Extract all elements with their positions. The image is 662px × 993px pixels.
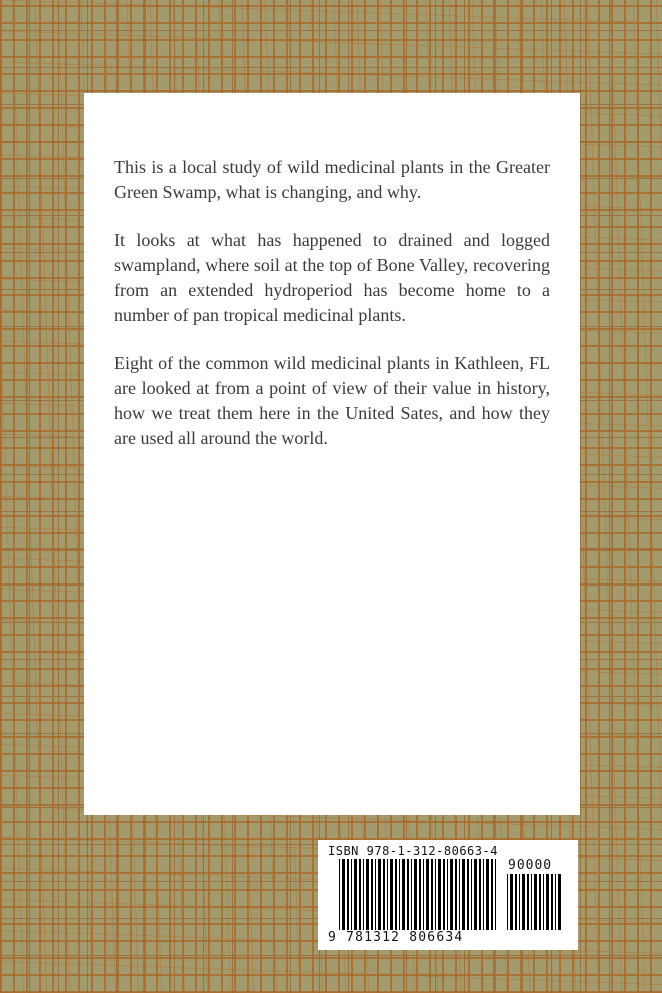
barcode-bar [342, 859, 345, 930]
barcode-bar [375, 859, 376, 930]
barcode-bar [347, 859, 349, 930]
barcode-bar [510, 874, 513, 930]
barcode-bar [419, 859, 421, 930]
barcode-bar [539, 874, 541, 930]
barcode-bar [462, 859, 465, 930]
barcode-bar [551, 874, 553, 930]
price-code: 90000 [508, 858, 553, 873]
barcode-bar [387, 859, 388, 930]
barcode-bar [543, 874, 544, 930]
isbn-label: ISBN 978-1-312-80663-4 [328, 844, 498, 858]
barcode-bar [363, 859, 364, 930]
barcode-bar [371, 859, 373, 930]
barcode-bar [531, 874, 532, 930]
barcode-bar [438, 859, 441, 930]
barcode-bar [534, 874, 537, 930]
barcode-bar [467, 859, 469, 930]
barcode-bar [431, 859, 433, 930]
barcode-bar [491, 859, 493, 930]
barcode-bar [515, 874, 517, 930]
addon-bars [506, 874, 562, 930]
barcode-bar [471, 859, 472, 930]
blurb-paragraph-3: Eight of the common wild medicinal plants in Kathleen, FL are looked at from a point of view of their value in history, how we treat them here in the United Sates, and how they are used all around the world. [114, 353, 550, 448]
barcode-bar [507, 874, 508, 930]
barcode-bar [486, 859, 489, 930]
barcode-bar [455, 859, 457, 930]
barcode-bar [447, 859, 448, 930]
blurb-paragraph-1: This is a local study of wild medicinal plants in the Greater Green Swamp, what is changing, and why. [114, 157, 550, 202]
barcode-bar [359, 859, 361, 930]
barcode-bar [395, 859, 397, 930]
barcode-bar [558, 874, 561, 930]
barcode-bar [495, 859, 496, 930]
barcode-bar [351, 859, 352, 930]
barcode-bar [399, 859, 400, 930]
isbn-barcode [318, 840, 578, 950]
barcode-bar [339, 859, 340, 930]
barcode-bar [435, 859, 436, 930]
barcode-bar [411, 859, 412, 930]
barcode-bar [527, 874, 529, 930]
barcode-bar [402, 859, 405, 930]
barcode-bar [474, 859, 477, 930]
barcode-bar [378, 859, 381, 930]
barcode-bar [546, 874, 549, 930]
barcode-bar [423, 859, 424, 930]
barcode-bar [459, 859, 460, 930]
barcode-bar [450, 859, 453, 930]
barcode-bar [414, 859, 417, 930]
barcode-bar [426, 859, 429, 930]
barcode-bar [443, 859, 445, 930]
barcode-bar [519, 874, 520, 930]
barcode-bar [383, 859, 385, 930]
barcode-bar [555, 874, 556, 930]
barcode-bar [366, 859, 369, 930]
back-cover-text-panel [84, 93, 580, 815]
ean13-bars [338, 859, 500, 930]
barcode-bar [483, 859, 484, 930]
barcode-bar [407, 859, 409, 930]
barcode-digits: 9 781312 806634 [328, 930, 464, 945]
barcode-bar [354, 859, 357, 930]
barcode-bar [390, 859, 393, 930]
blurb-paragraph-2: It looks at what has happened to drained and logged swampland, where soil at the top of Bone Valley, recovering from an extended hydroperiod has become home to a number of pan tropical medicinal plants. [114, 230, 550, 325]
barcode-bar [479, 859, 481, 930]
barcode-bar [522, 874, 525, 930]
